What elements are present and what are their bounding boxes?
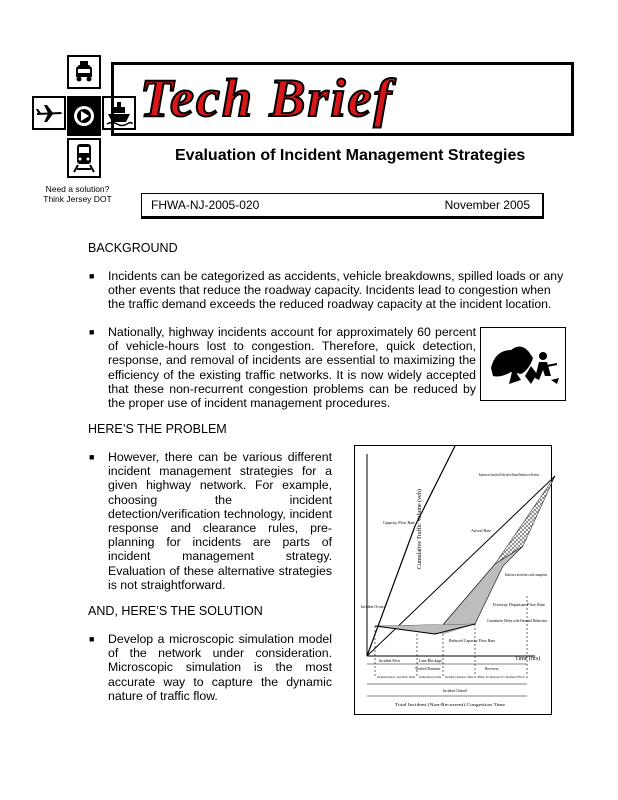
train-icon xyxy=(69,140,99,176)
report-id-box xyxy=(141,193,544,219)
tech-brief-logo xyxy=(140,68,520,128)
recovery-label: Recovery xyxy=(485,667,499,671)
problem-bullet-1 xyxy=(89,450,332,592)
incident-delay-diagram xyxy=(354,445,552,715)
solution-heading: AND, HERE’S THE SOLUTION xyxy=(88,604,263,618)
solution-bullet-1-text: Develop a microscopic simulation model of the network under consideration. Microscopic simulation is the most accurate way to capture the dynamic nature of traffic flow. xyxy=(108,632,332,703)
bullet-marker: ■ xyxy=(89,271,95,281)
crash-scene-icon xyxy=(481,328,565,400)
background-bullet-2-text: Nationally, highway incidents account for approximately 60 percent of vehicle-hours lost to congestion. Therefore, quick detection, response, and removal of incidents are essential to maximizing the efficiency of the existing traffic networks. It is now widely accepted that these non-recurrent congestion problems can be reduced by the proper use of incident management procedures. xyxy=(108,325,476,411)
delay-diagram-svg xyxy=(355,446,551,714)
incident-clearance-label: Incident Clearance Time xyxy=(445,675,474,679)
time-normal-label: Time To Return To Normal Flow xyxy=(477,675,526,679)
incident-response-label: Incident Response Time xyxy=(419,675,442,679)
airplane-icon xyxy=(34,98,64,128)
airplane-icon-box xyxy=(32,96,66,130)
incident-occurs-label: Incident Occurs xyxy=(361,605,386,609)
incident-illustration xyxy=(480,327,566,401)
incident-detect-label: Incident Detect. and Verif. Time xyxy=(377,675,416,679)
lane-blockage-label: Lane Blockage xyxy=(419,659,442,663)
reduction-traffic-label: Reduction in arrivals due to traffic management xyxy=(505,573,547,577)
report-id: FHWA-NJ-2005-020 xyxy=(151,198,260,212)
total-delay-label: Total Incident (Non-Recurrent) Congestion Time xyxy=(395,703,506,707)
tech-brief-wordmark: Tech Brief xyxy=(140,68,394,128)
capacity-flow-label: Capacity Flow Rate xyxy=(383,520,415,525)
reduced-capacity-label: Reduced Capacity Flow Rate xyxy=(449,639,496,643)
solution-bullet-1 xyxy=(89,632,332,703)
center-emblem-box xyxy=(67,96,101,136)
x-axis-label: Time (hrs) xyxy=(515,656,541,662)
bullet-marker: ■ xyxy=(89,634,95,644)
njdot-emblem-icon xyxy=(69,98,99,134)
train-icon-box xyxy=(67,138,101,178)
taxi-icon xyxy=(69,57,99,87)
taxi-icon-box xyxy=(67,55,101,89)
tagline xyxy=(30,184,125,204)
background-bullet-1 xyxy=(89,269,568,312)
document-subtitle: Evaluation of Incident Management Strategies xyxy=(175,147,526,164)
y-axis-label: Cumulative Traffic Volume (veh) xyxy=(417,489,423,569)
background-heading: BACKGROUND xyxy=(88,241,178,255)
arrival-rate-label: Arrival Rate xyxy=(471,528,491,533)
cumulative-delay-label: Cumulative Delay with Demand Reduction xyxy=(487,619,548,623)
tagline-line-1: Need a solution? xyxy=(45,184,110,194)
freeway-departure-label: Freeway Departure Flow Rate xyxy=(493,603,546,607)
tagline-line-2: Think Jersey DOT xyxy=(43,194,112,204)
verified-duration-label: Verified Duration xyxy=(415,667,441,671)
bullet-marker: ■ xyxy=(89,452,95,462)
background-bullet-2 xyxy=(89,325,476,411)
incident-flow-label: Incident Flow xyxy=(379,659,401,663)
reduction-delay-label: Reduction in Cumulative Delay due to Demand Reduction on Diversion xyxy=(479,473,540,477)
report-date: November 2005 xyxy=(444,198,530,212)
bullet-marker: ■ xyxy=(89,327,95,337)
problem-heading: HERE’S THE PROBLEM xyxy=(88,422,227,436)
incident-cleared-label: Incident Cleared xyxy=(443,689,467,693)
reduction-delay-area xyxy=(495,476,555,564)
capacity-flow-line xyxy=(367,526,415,656)
problem-bullet-1-text: However, there can be various different incident management strategies for a given highway network. For example, choosing the incident detection/verification technology, incident response and clearance rules, pre-planning for incidents are parts of incident management strategy. Evaluation of these alternative strategies is not straightforward. xyxy=(108,450,332,592)
background-bullet-1-text: Incidents can be categorized as accidents, vehicle breakdowns, spilled loads or any other events that reduce the roadway capacity. Incidents lead to congestion when the traffic demand exceeds the reduced roadway capacity at the incident location. xyxy=(108,269,564,312)
